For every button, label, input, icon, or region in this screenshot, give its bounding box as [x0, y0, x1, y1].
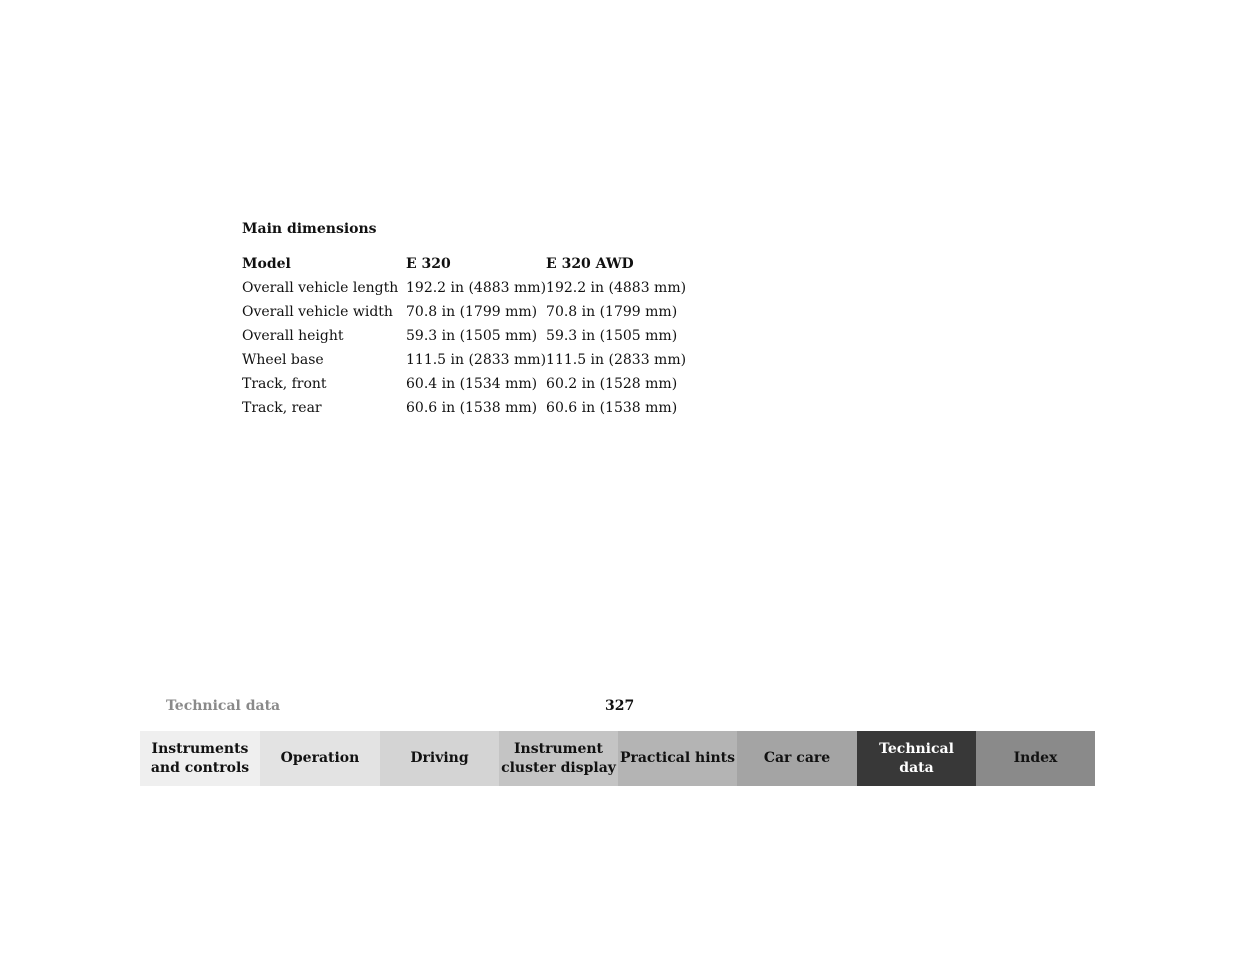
e320-value: 192.2 in (4883 mm) [406, 280, 547, 296]
row-label: Track, front [242, 376, 327, 392]
table-row [242, 372, 686, 396]
e320-value: 111.5 in (2833 mm) [406, 352, 547, 368]
e320-value: 60.4 in (1534 mm) [406, 376, 538, 392]
tab-operation[interactable]: Operation [260, 731, 380, 786]
table-row [242, 324, 686, 348]
header-model: Model [242, 256, 291, 272]
e320-awd-value: 111.5 in (2833 mm) [546, 352, 687, 368]
row-label: Overall vehicle width [242, 304, 393, 320]
table-row [242, 276, 686, 300]
tab-technical-data[interactable]: Technical data [857, 731, 976, 786]
page-number: 327 [605, 698, 635, 714]
tab-index[interactable]: Index [976, 731, 1095, 786]
chapter-nav-bar [140, 731, 1095, 786]
e320-awd-value: 192.2 in (4883 mm) [546, 280, 687, 296]
row-label: Overall vehicle length [242, 280, 399, 296]
tab-instrument-cluster-display[interactable]: Instrument cluster display [499, 731, 618, 786]
tab-instruments-and-controls[interactable]: Instruments and controls [140, 731, 260, 786]
tab-car-care[interactable]: Car care [737, 731, 857, 786]
dimensions-table [242, 252, 686, 420]
e320-value: 60.6 in (1538 mm) [406, 400, 538, 416]
table-row [242, 396, 686, 420]
table-row [242, 300, 686, 324]
e320-value: 70.8 in (1799 mm) [406, 304, 538, 320]
tab-driving[interactable]: Driving [380, 731, 499, 786]
footer-section-label: Technical data [166, 698, 281, 714]
header-e320-awd: E 320 AWD [546, 256, 634, 272]
row-label: Track, rear [242, 400, 322, 416]
tab-practical-hints[interactable]: Practical hints [618, 731, 737, 786]
e320-awd-value: 60.2 in (1528 mm) [546, 376, 678, 392]
e320-awd-value: 60.6 in (1538 mm) [546, 400, 678, 416]
e320-awd-value: 59.3 in (1505 mm) [546, 328, 678, 344]
header-e320: E 320 [406, 256, 451, 272]
e320-awd-value: 70.8 in (1799 mm) [546, 304, 678, 320]
table-row [242, 348, 686, 372]
row-label: Overall height [242, 328, 344, 344]
e320-value: 59.3 in (1505 mm) [406, 328, 538, 344]
row-label: Wheel base [242, 352, 324, 368]
table-header-row [242, 252, 686, 276]
section-title: Main dimensions [242, 221, 377, 237]
